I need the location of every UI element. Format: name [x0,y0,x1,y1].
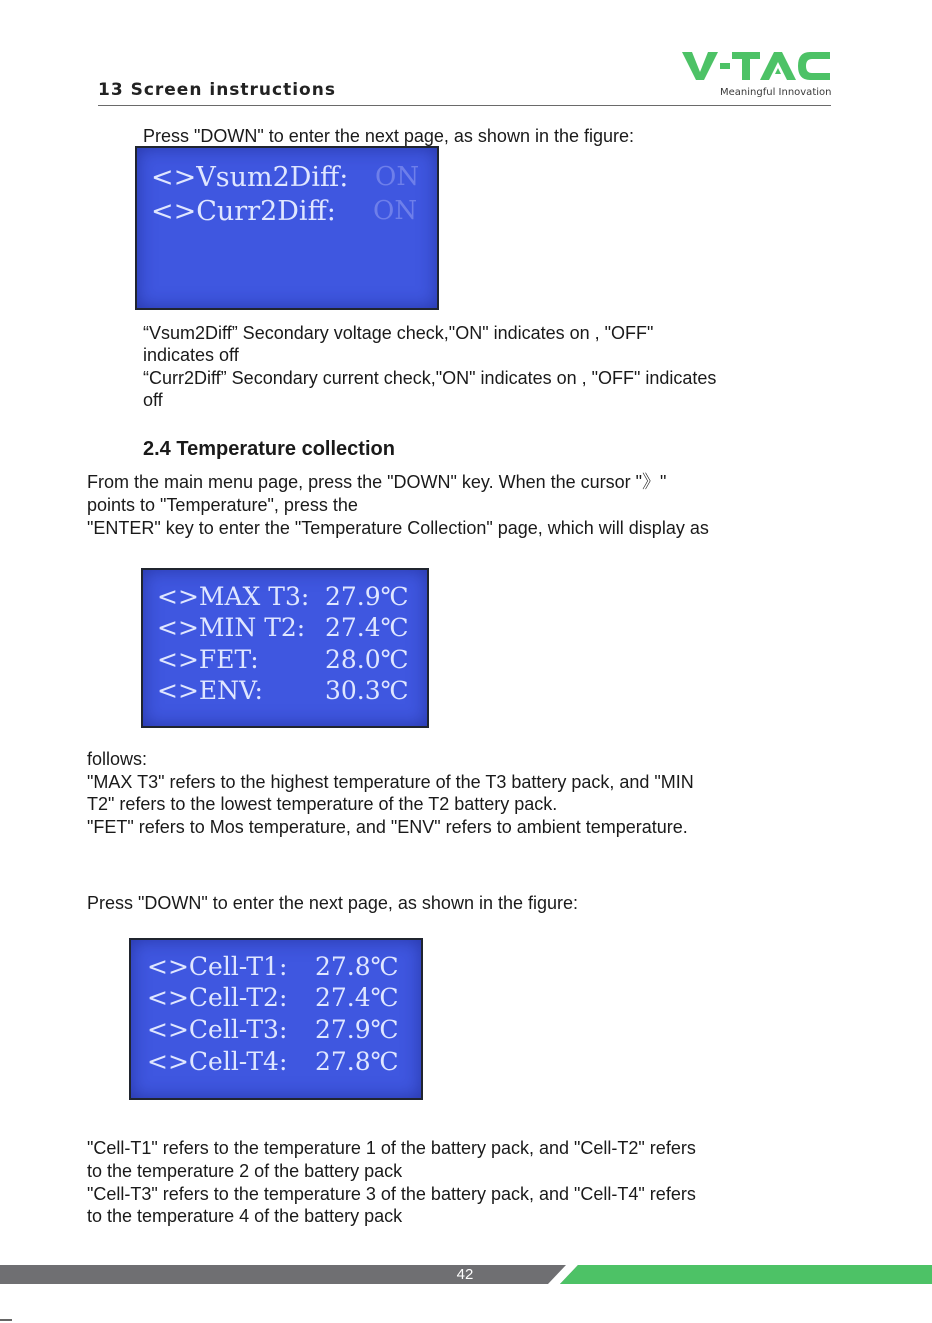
lcd-label: <>MIN T2: [157,613,306,642]
lcd-row [137,196,437,228]
lcd-label: <>Cell-T4: [147,1047,288,1076]
lcd-value: 30.3℃ [325,676,409,705]
explain3-line: "Cell-T3" refers to the temperature 3 of the battery pack, and "Cell-T4" refers [87,1184,696,1204]
lcd-value: 27.8℃ [315,1047,399,1076]
lcd-row [143,676,427,708]
lcd-screen-temperature [141,568,429,728]
lcd-label: <>Cell-T2: [147,983,288,1012]
logo-tagline: Meaningful Innovation [720,87,832,98]
lcd-value: 27.4℃ [325,613,409,642]
footer-accent [560,1265,932,1284]
lcd-label: <>Vsum2Diff: [151,162,349,193]
lcd-row [137,162,437,194]
temp-intro-line: "ENTER" key to enter the "Temperature Collection" page, which will display as [87,518,709,538]
lcd-value: 28.0℃ [325,645,409,674]
lcd-screen-cell-temperatures [129,938,423,1100]
explain2-line: "MAX T3" refers to the highest temperature of the T3 battery pack, and "MIN [87,772,694,792]
lcd-screen-secondary-checks [135,146,439,310]
intro-line: Press "DOWN" to enter the next page, as shown in the figure: [143,126,635,146]
lcd-row [143,645,427,677]
lcd-row [143,582,427,614]
page-number: 42 [456,1266,474,1283]
explain1-line: indicates off [143,345,239,365]
explain2-line: T2" refers to the lowest temperature of the T2 battery pack. [87,794,558,814]
lcd-row [143,613,427,645]
v-tac-logo [680,46,832,100]
lcd-row [131,1047,421,1079]
explain3-line: to the temperature 4 of the battery pack [87,1206,403,1226]
subsection-heading: 2.4 Temperature collection [143,438,395,460]
explain2-line: follows: [87,749,148,769]
explain2-line: "FET" refers to Mos temperature, and "ENV" refers to ambient temperature. [87,817,688,837]
explain1-line: “Curr2Diff” Secondary current check,"ON" indicates on , "OFF" indicates [143,368,717,388]
lcd-label: <>FET: [157,645,259,674]
explain1-line: off [143,390,163,410]
lcd-row [131,983,421,1015]
header-divider [98,105,831,106]
lcd-value: 27.4℃ [315,983,399,1012]
explain3-line: to the temperature 2 of the battery pack [87,1161,403,1181]
lcd-value: ON [375,162,420,192]
lcd-value: 27.9℃ [325,582,409,611]
lcd-label: <>MAX T3: [157,582,310,611]
lcd-row [131,952,421,984]
section-title: 13 Screen instructions [98,80,336,100]
explain1-line: “Vsum2Diff” Secondary voltage check,"ON" indicates on , "OFF" [143,323,654,343]
temp-intro-line: From the main menu page, press the "DOWN" key. When the cursor "》" [87,472,667,492]
lcd-label: <>Cell-T3: [147,1015,288,1044]
lcd-label: <>Curr2Diff: [151,196,336,227]
lcd-value: ON [373,196,418,226]
v-tac-logo-mark [680,46,832,86]
lcd-value: 27.9℃ [315,1015,399,1044]
lcd-row [131,1015,421,1047]
corner-mark [0,1319,12,1321]
next-page-line: Press "DOWN" to enter the next page, as shown in the figure: [87,893,579,913]
lcd-value: 27.8℃ [315,952,399,981]
explain3-line: "Cell-T1" refers to the temperature 1 of the battery pack, and "Cell-T2" refers [87,1138,696,1158]
lcd-label: <>Cell-T1: [147,952,288,981]
lcd-label: <>ENV: [157,676,263,705]
temp-intro-line: points to "Temperature", press the [87,495,358,515]
